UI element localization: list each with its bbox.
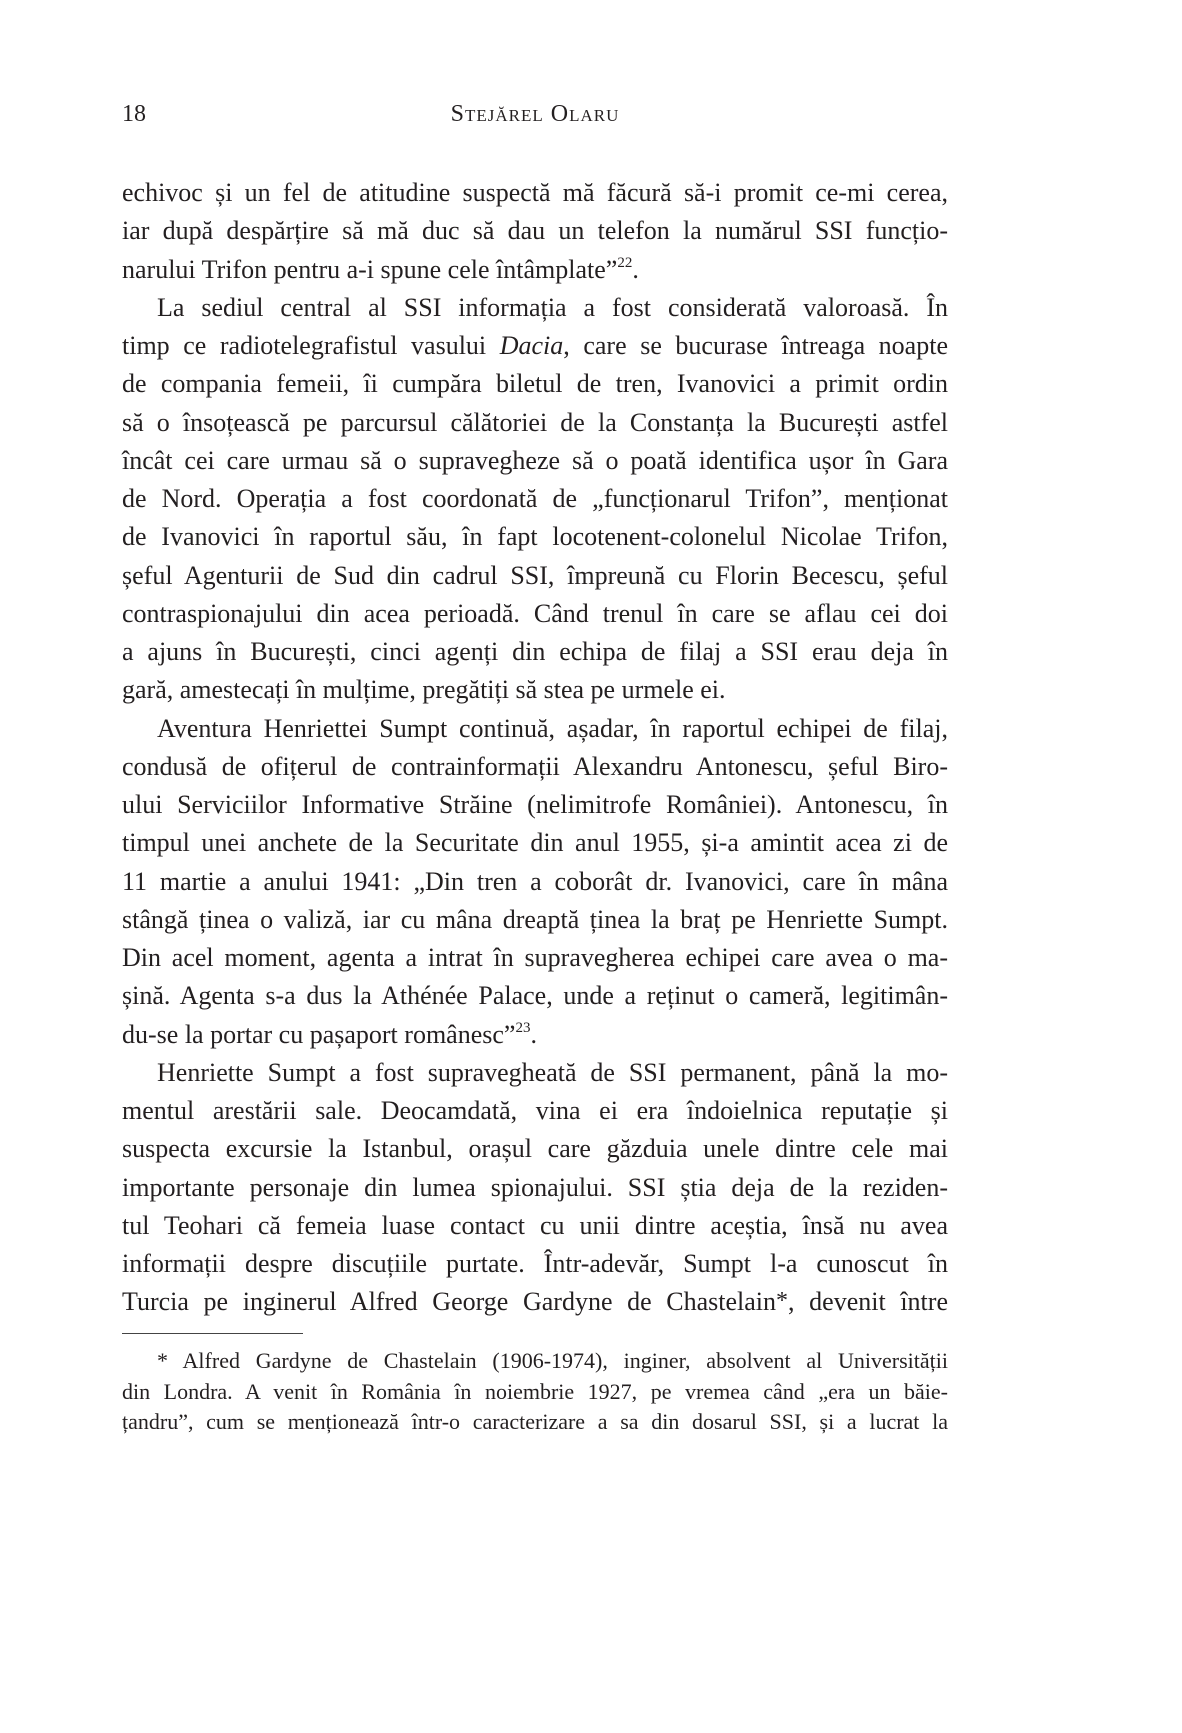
text-line: contraspionajului din acea perioadă. Când trenul în care se aflau cei doi xyxy=(122,598,948,628)
footnote-reference: * xyxy=(776,1288,789,1315)
footnote xyxy=(122,1346,948,1438)
line-tail: , devenit între xyxy=(788,1287,948,1317)
text-line: ului Serviciilor Informative Străine (nelimitrofe României). Antonescu, în xyxy=(122,790,948,819)
paragraph-4 xyxy=(122,1054,948,1322)
text-line: să o însoțească pe parcursul călătoriei de la Constanța la București astfel xyxy=(122,407,948,437)
text-line xyxy=(122,1016,948,1054)
ship-name-italic: Dacia xyxy=(499,331,564,360)
line-text: Turcia pe inginerul Alfred George Gardyne de Chastelain xyxy=(122,1287,777,1317)
line-text: timp ce radiotelegrafistul vasului xyxy=(122,331,500,360)
text-line: Din acel moment, agenta a intrat în supravegherea echipei care avea o ma- xyxy=(122,943,948,972)
text-line: șină. Agenta s-a dus la Athénée Palace, unde a reținut o cameră, legitimân- xyxy=(122,981,948,1011)
line-tail: . xyxy=(530,1019,537,1049)
text-line xyxy=(122,327,948,365)
footnote-line: * Alfred Gardyne de Chastelain (1906-1974), inginer, absolvent al Universității xyxy=(157,1348,948,1373)
text-line xyxy=(122,251,948,289)
text-line: de Ivanovici în raportul său, în fapt locotenent-colonelul Nicolae Trifon, xyxy=(122,522,948,552)
text-line: de Nord. Operația a fost coordonată de „funcționarul Trifon”, menționat xyxy=(122,484,948,513)
text-line: șeful Agenturii de Sud din cadrul SSI, împreună cu Florin Becescu, șeful xyxy=(122,560,948,590)
text-line: tul Teohari că femeia luase contact cu unii dintre aceștia, însă nu avea xyxy=(122,1210,948,1240)
main-text xyxy=(122,174,948,1322)
page-number: 18 xyxy=(122,101,146,127)
text-line: Henriette Sumpt a fost supravegheată de SSI permanent, până la mo- xyxy=(157,1057,948,1087)
line-text: du-se la portar cu pașaport românesc” xyxy=(122,1019,516,1049)
text-line xyxy=(122,1283,948,1321)
running-head xyxy=(122,99,948,129)
footnotes xyxy=(122,1346,948,1438)
text-line: iar după despărțire să mă duc să dau un telefon la numărul SSI funcțio- xyxy=(122,216,948,246)
text-line: condusă de ofițerul de contrainformații Alexandru Antonescu, șeful Biro- xyxy=(122,751,948,781)
text-line: de compania femeii, îi cumpăra biletul de tren, Ivanovici a primit ordin xyxy=(122,369,948,399)
running-title: Stejărel Olaru xyxy=(450,101,620,127)
footnote-line: țandru”, cum se menționează într-o caracterizare a sa din dosarul SSI, și a lucrat la xyxy=(122,1409,948,1434)
text-line: echivoc și un fel de atitudine suspectă mă făcură să-i promit ce-mi cerea, xyxy=(122,178,948,207)
footnote-line: din Londra. A venit în România în noiembrie 1927, pe vremea când „era un băie- xyxy=(122,1378,948,1404)
footnote-divider xyxy=(122,1333,303,1334)
line-text: , care se bucurase întreaga noapte xyxy=(563,331,948,360)
text-line: 11 martie a anului 1941: „Din tren a coborât dr. Ivanovici, care în mâna xyxy=(122,866,948,896)
footnote-reference: 22 xyxy=(617,254,633,271)
text-line: timpul unei anchete de la Securitate din anul 1955, și-a amintit acea zi de xyxy=(122,828,948,858)
line-text: narului Trifon pentru a-i spune cele întâmplate” xyxy=(122,254,618,284)
text-line: gară, amestecați în mulțime, pregătiți să stea pe urmele ei. xyxy=(122,675,726,705)
text-line: Aventura Henriettei Sumpt continuă, așadar, în raportul echipei de filaj, xyxy=(157,713,948,743)
text-line: suspecta excursie la Istanbul, orașul care găzduia unele dintre cele mai xyxy=(122,1134,948,1164)
text-line: încât cei care urmau să o supravegheze să o poată identifica ușor în Gara xyxy=(122,445,948,475)
text-line: importante personaje din lumea spionajului. SSI știa deja de la reziden- xyxy=(122,1172,948,1202)
text-line: mentul arestării sale. Deocamdată, vina ei era îndoielnica reputație și xyxy=(122,1096,948,1125)
text-line: La sediul central al SSI informația a fost considerată valoroasă. În xyxy=(157,292,948,322)
line-tail: . xyxy=(632,254,639,284)
text-line: a ajuns în București, cinci agenți din echipa de filaj a SSI erau deja în xyxy=(122,637,948,666)
footnote-reference: 23 xyxy=(515,1019,531,1036)
paragraph-3 xyxy=(122,710,948,1054)
paragraph-2 xyxy=(122,289,948,710)
text-line: stângă ținea o valiză, iar cu mâna dreaptă ținea la braț pe Henriette Sumpt. xyxy=(122,904,948,934)
paragraph-1 xyxy=(122,174,948,289)
text-line: informații despre discuțiile purtate. Într-adevăr, Sumpt l-a cunoscut în xyxy=(122,1249,948,1278)
